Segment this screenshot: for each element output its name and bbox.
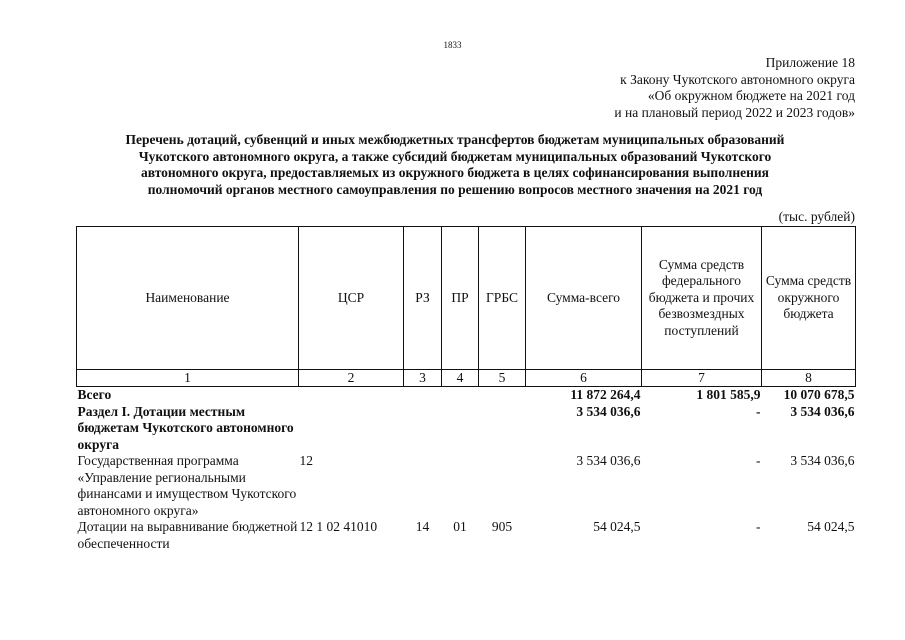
column-number: 2 [299,370,404,387]
table-row [77,519,856,552]
header-total: Сумма-всего [526,227,642,370]
cell-grbs: 905 [491,519,513,534]
column-number: 3 [404,370,442,387]
document-title [60,132,850,198]
cell-pr [442,404,479,454]
cell-pr [442,453,479,519]
cell-grbs [479,404,526,454]
cell-total: 3 534 036,6 [576,453,641,468]
cell-federal: 1 801 585,9 [696,387,761,402]
appendix-line-4: и на плановый период 2022 и 2023 годов» [614,104,855,120]
cell-csr [299,387,404,404]
cell-pr [442,387,479,404]
cell-rz [404,387,442,404]
header-federal: Сумма средств федерального бюджета и прочих безвозмездных поступлений [642,227,762,370]
cell-regional: 10 070 678,5 [783,387,855,402]
title-line-3: автономного округа, предоставляемых из окружного бюджета в целях софинансирования выполнения [141,165,769,180]
column-number: 8 [762,370,856,387]
table-row [77,453,856,519]
header-pr: ПР [442,227,479,370]
cell-federal: - [756,453,761,468]
cell-csr [299,404,404,454]
cell-rz: 14 [415,519,430,534]
column-number: 4 [442,370,479,387]
cell-grbs [479,387,526,404]
units-label: (тыс. рублей) [778,209,855,224]
cell-federal: - [756,519,761,534]
table-row-total [77,387,856,404]
title-line-1: Перечень дотаций, субвенций и иных межбюджетных трансфертов бюджетам муниципальных образований [125,132,785,147]
cell-csr: 12 1 02 41010 [299,519,378,534]
page-number: 1833 [443,40,462,50]
appendix-line-3: «Об окружном бюджете на 2021 год [647,88,855,103]
cell-rz [404,453,442,519]
cell-name: Государственная программа «Управление региональными финансами и имуществом Чукотского автономного округа» [77,453,297,518]
appendix-line-2: к Закону Чукотского автономного округа [620,71,855,87]
cell-name: Всего [77,387,112,402]
cell-regional: 54 024,5 [807,519,855,534]
cell-csr: 12 [299,453,313,468]
table-row [77,404,856,454]
header-grbs: ГРБС [479,227,526,370]
cell-total: 3 534 036,6 [576,403,641,419]
cell-regional: 3 534 036,6 [790,403,855,419]
cell-total: 54 024,5 [593,519,641,534]
header-rz: РЗ [404,227,442,370]
header-name: Наименование [77,227,299,370]
header-csr: ЦСР [299,227,404,370]
title-line-4: полномочий органов местного самоуправления по решению вопросов местного значения на 2021 год [147,181,763,197]
title-line-2: Чукотского автономного округа, а также субсидий бюджетам муниципальных образований Чукотского [138,148,772,164]
cell-total: 11 872 264,4 [570,387,641,402]
column-number: 7 [642,370,762,387]
column-number: 6 [526,370,642,387]
cell-pr: 01 [453,519,467,534]
column-number: 5 [479,370,526,387]
appendix-line-1: Приложение 18 [765,55,855,70]
table-header-row [77,227,856,370]
cell-name: Раздел I. Дотации местным бюджетам Чукотского автономного округа [77,403,294,452]
cell-grbs [479,453,526,519]
cell-regional: 3 534 036,6 [790,453,855,468]
cell-federal: - [756,403,761,419]
table-column-numbers-row [77,370,856,387]
column-number: 1 [77,370,299,387]
appendix-reference [614,55,855,121]
transfers-table [76,226,856,552]
cell-rz [404,404,442,454]
cell-name: Дотации на выравнивание бюджетной обеспеченности [77,519,298,551]
header-regional: Сумма средств окружного бюджета [762,227,856,370]
